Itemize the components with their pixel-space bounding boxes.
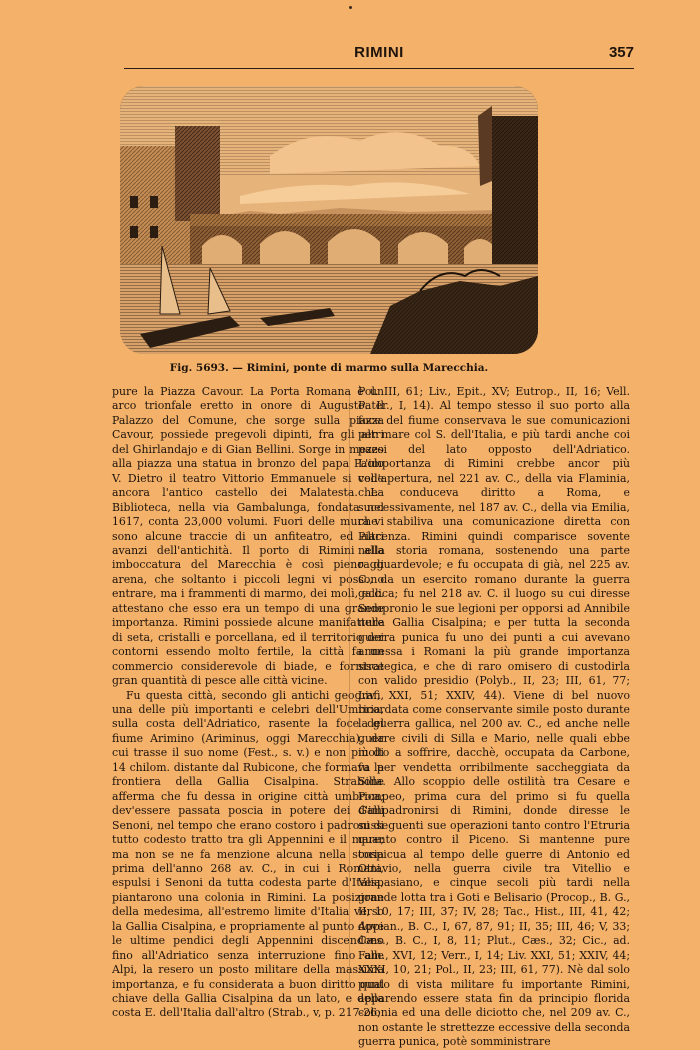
column-divider bbox=[349, 395, 350, 985]
page-number: 357 bbox=[608, 44, 634, 61]
paragraph: Fu questa città, secondo gli antichi geografi, una delle più importanti e celebri dell'Umbria, sulla costa dell'Adriatico, rasente la foce del fiume Arimino (Ariminus, oggi Marecchia), da cui trasse il suo nome (Fest., s. v.) e non più di 14 chilom. distante dal Rubicone, che formava la frontiera della Gallia Cisalpina. Strabone afferma che fu dessa in origine città umbrica; dev'essere passata poscia in potere dei Galli Senoni, nel tempo che erano costoro i padroni di tutto codesto tratto tra gli Appennini e il mare; ma non se ne fa menzione alcuna nella storia prima dell'anno 268 av. C., in cui i Romani, espulsi i Senoni da tutta codesta parte d'Italia, piantarono una colonia in Rimini. La posizione della medesima, all'estremo limite d'Italia verso la Gallia Cisalpina, e propriamente al punto dove le ultime pendici degli Appennini discendono fino all'Adriatico senza interruzione fino alle Alpi, la resero un posto militare della massima importanza, e fu considerata a buon diritto qual chiave della Gallia Cisalpina da un lato, e della costa E. dell'Italia dall'altro (Strab., v, p. 217-26; bbox=[112, 688, 384, 1020]
text-column-left bbox=[112, 385, 384, 1021]
running-head-title: RIMINI bbox=[354, 44, 404, 61]
bridge-engraving bbox=[120, 86, 538, 354]
running-head bbox=[124, 42, 634, 69]
paragraph: Pol. III, 61; Liv., Epit., XV; Eutrop., II, 16; Vell. Pater., I, 14). Al tempo stesso il suo porto alla foce del fiume conservava le sue comunicazioni per mare col S. dell'Italia, e più tardi anche coi paesi del lato opposto dell'Adriatico. L'importanza di Rimini crebbe ancor più coll'apertura, nel 221 av. C., della via Flaminia, che conduceva diritto a Roma, e successivamente, nel 187 av. C., della via Emilia, che stabiliva una comunicazione diretta con Piacenza. Rimini quindi comparisce sovente nella storia romana, sostenendo una parte ragguardevole; e fu occupata di già, nel 225 av. C., da un esercito romano durante la guerra gallica; fu nel 218 av. C. il luogo su cui diresse Sempronio le sue legioni per opporsi ad Annibile nella Gallia Cisalpina; e per tutta la seconda guerra punica fu uno dei punti a cui avevano annessa i Romani la più grande importanza strategica, e che di raro omisero di custodirla con valido presidio (Polyb., II, 23; III, 61, 77; Liv., XXI, 51; XXIV, 44). Viene di bel nuovo ricordata come conservante simile posto durante la guerra gallica, nel 200 av. C., ed anche nelle guerre civili di Silla e Mario, nelle quali ebbe molto a soffrire, dacchè, occupata da Carbone, fu per vendetta orribilmente saccheggiata da Silla. Allo scoppio delle ostilità tra Cesare e Pompeo, prima cura del primo si fu quella d'impadronirsi di Rimini, donde diresse le susseguenti sue operazioni tanto contro l'Etruria quanto contro il Piceno. Si mantenne pure cospicua al tempo delle guerre di Antonio ed Ottavio, nella guerra civile tra Vitellio e Vespasiano, e cinque secoli più tardi nella grande lotta tra i Goti e Belisario (Procop., B. G., II, 10, 17; III, 37; IV, 28; Tac., Hist., III, 41, 42; Appian., B. C., I, 67, 87, 91; II, 35; III, 46; V, 33; Cæs., B. C., I, 8, 11; Plut., Cæs., 32; Cic., ad. Fam., XVI, 12; Verr., I, 14; Liv. XXI, 51; XXIV, 44; XXXI, 10, 21; Pol., II, 23; III, 61, 77). Nè dal solo punto di vista militare fu importante Rimini, apparendo essere stata fin da principio florida colonia ed una delle diciotto che, nel 209 av. C., non ostante le strettezze eccessive della seconda guerra punica, potè somministrare bbox=[358, 385, 630, 1049]
figure-caption: Fig. 5693. — Rimini, ponte di marmo sulla Marecchia. bbox=[169, 362, 489, 374]
engraving-illustration bbox=[120, 86, 538, 354]
paragraph: pure la Piazza Cavour. La Porta Romana è un arco trionfale eretto in onore di Augusto. Il Palazzo del Comune, che sorge sulla piazza Cavour, possiede pregevoli dipinti, fra gli altri del Ghirlandajo e di Gian Bellini. Sorge in mezzo alla piazza una statua in bronzo del papa Paolo V. Dietro il teatro Vittorio Emmanuele si vede ancora l'antico castello dei Malatesta. La Biblioteca, nella via Gambalunga, fondata nel 1617, conta 23,000 volumi. Fuori delle mura vi sono alcune traccie di un anfiteatro, ed altri avanzi dell'antichità. Il porto di Rimini alla imboccatura del Marecchia è così pieno di arena, che soltanto i piccoli legni vi possono entrare, ma i frammenti di marmo, dei molì, ecc. attestano che esso era un tempo di una grande importanza. Rimini possiede alcune manifatture di seta, cristalli e porcellana, ed il territorio dei contorni essendo molto fertile, la città fa un commercio considerevole di biade, e fornisce gran quantità di pesce alle città vicine. bbox=[112, 385, 384, 688]
page-speck bbox=[349, 6, 352, 9]
text-column-right bbox=[358, 385, 630, 1050]
